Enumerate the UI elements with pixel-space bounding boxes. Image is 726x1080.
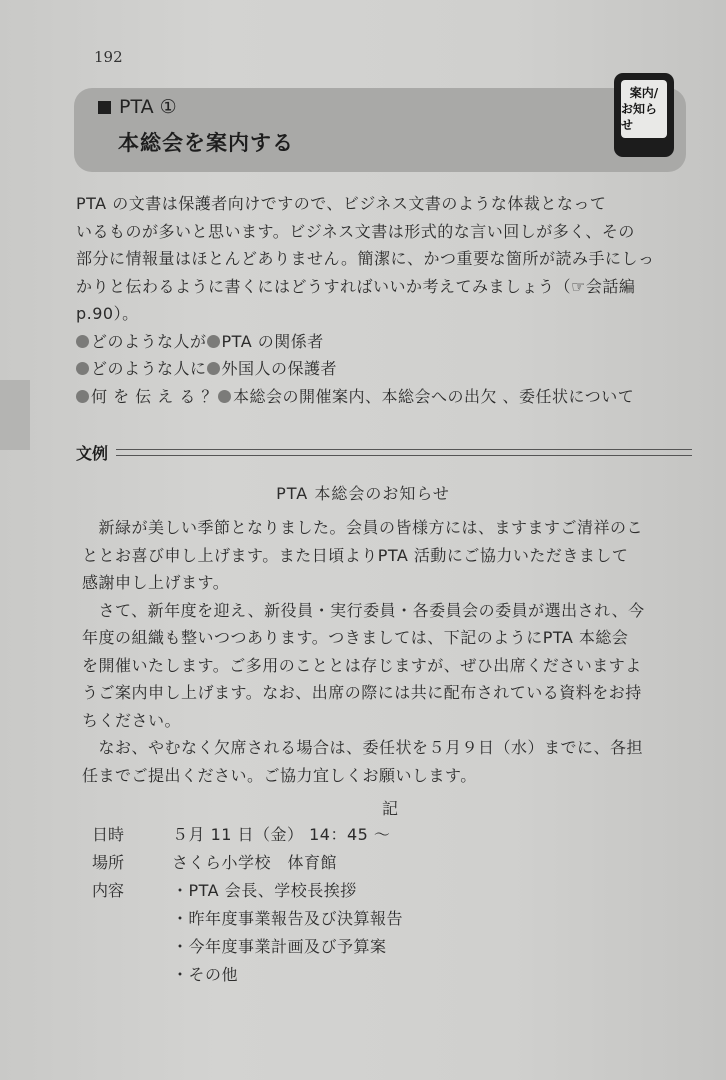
- bullet-dot-icon: [76, 362, 89, 375]
- intro-line: PTA の文書は保護者向けですので、ビジネス文書のような体裁となって: [76, 194, 607, 213]
- letter-line: 年度の組織も整いつつあります。つきましては、下記のようにPTA 本総会: [82, 628, 629, 647]
- letter-title: PTA 本総会のお知らせ: [276, 484, 450, 503]
- detail-value: ・PTA 会長、学校長挨拶: [172, 881, 357, 900]
- letter-line: 新緑が美しい季節となりました。会員の皆様方には、ますますご清祥のこ: [82, 518, 644, 537]
- detail-label: 日時: [92, 825, 125, 844]
- letter-line: 感謝申し上げます。: [82, 573, 230, 592]
- example-header: [76, 440, 692, 464]
- example-divider: [116, 449, 692, 456]
- letter-line: なお、やむなく欠席される場合は、委任状を５月９日（水）までに、各担: [82, 738, 644, 757]
- point-answer: PTA の関係者: [221, 331, 324, 351]
- intro-text: [76, 190, 692, 410]
- letter-line: ととお喜び申し上げます。また日頃よりPTA 活動にご協力いただきまして: [82, 545, 629, 565]
- intro-line: かりと伝わるように書くにはどうすればいいか考えてみましょう（☞会話編: [76, 276, 636, 296]
- page-edge-shadow: [0, 380, 30, 450]
- bullet-dot-icon: [218, 390, 231, 403]
- ki-heading: 記: [381, 799, 398, 818]
- badge-line-1: 案内/: [629, 86, 659, 100]
- detail-value: ・昨年度事業報告及び決算報告: [172, 909, 404, 928]
- section-label: [98, 96, 177, 118]
- badge-line-2: お知らせ: [621, 102, 658, 132]
- letter-line: さて、新年度を迎え、新役員・実行委員・各委員会の委員が選出され、今: [82, 600, 645, 620]
- example-label: 文例: [76, 443, 109, 463]
- badge-label: [621, 80, 667, 138]
- point-row: [76, 328, 692, 356]
- bullet-dot-icon: [76, 335, 89, 348]
- point-question: どのような人に: [91, 359, 207, 378]
- page-number: 192: [94, 48, 123, 66]
- letter-body: [82, 514, 698, 789]
- bullet-dot-icon: [207, 362, 220, 375]
- bullet-dot-icon: [207, 335, 220, 348]
- point-row: [76, 383, 692, 411]
- letter-line: 任までご提出ください。ご協力宜しくお願いします。: [82, 765, 477, 785]
- detail-value: ５月 11 日（金） 14：45 〜: [172, 825, 391, 844]
- detail-value: さくら小学校 体育館: [172, 853, 338, 872]
- intro-line: いるものが多いと思います。ビジネス文書は形式的な言い回しが多く、その: [76, 221, 635, 241]
- category-badge: [614, 73, 674, 157]
- letter-line: ちください。: [82, 710, 182, 730]
- section-title: 本総会を案内する: [118, 131, 294, 155]
- square-bullet-icon: [98, 101, 111, 114]
- section-label-text: PTA ①: [119, 96, 177, 118]
- detail-value: ・その他: [172, 965, 239, 984]
- point-question: 何 を 伝 え る ？: [91, 386, 218, 406]
- intro-line: p.90）。: [76, 304, 139, 323]
- point-question: どのような人が: [91, 331, 207, 351]
- letter-line: うご案内申し上げます。なお、出席の際には共に配布されている資料をお持: [82, 683, 642, 702]
- point-answer: 外国人の保護者: [221, 359, 338, 378]
- intro-line: 部分に情報量はほとんどありません。簡潔に、かつ重要な箇所が読み手にしっ: [76, 249, 655, 268]
- detail-label: 場所: [92, 853, 125, 872]
- bullet-dot-icon: [76, 390, 89, 403]
- point-answer: 本総会の開催案内、本総会への出欠 、委任状について: [232, 386, 635, 406]
- detail-label: 内容: [92, 881, 125, 900]
- point-row: [76, 355, 692, 383]
- detail-value: ・今年度事業計画及び予算案: [172, 937, 387, 956]
- letter-line: を開催いたします。ご多用のこととは存じますが、ぜひ出席くださいますよ: [82, 655, 642, 675]
